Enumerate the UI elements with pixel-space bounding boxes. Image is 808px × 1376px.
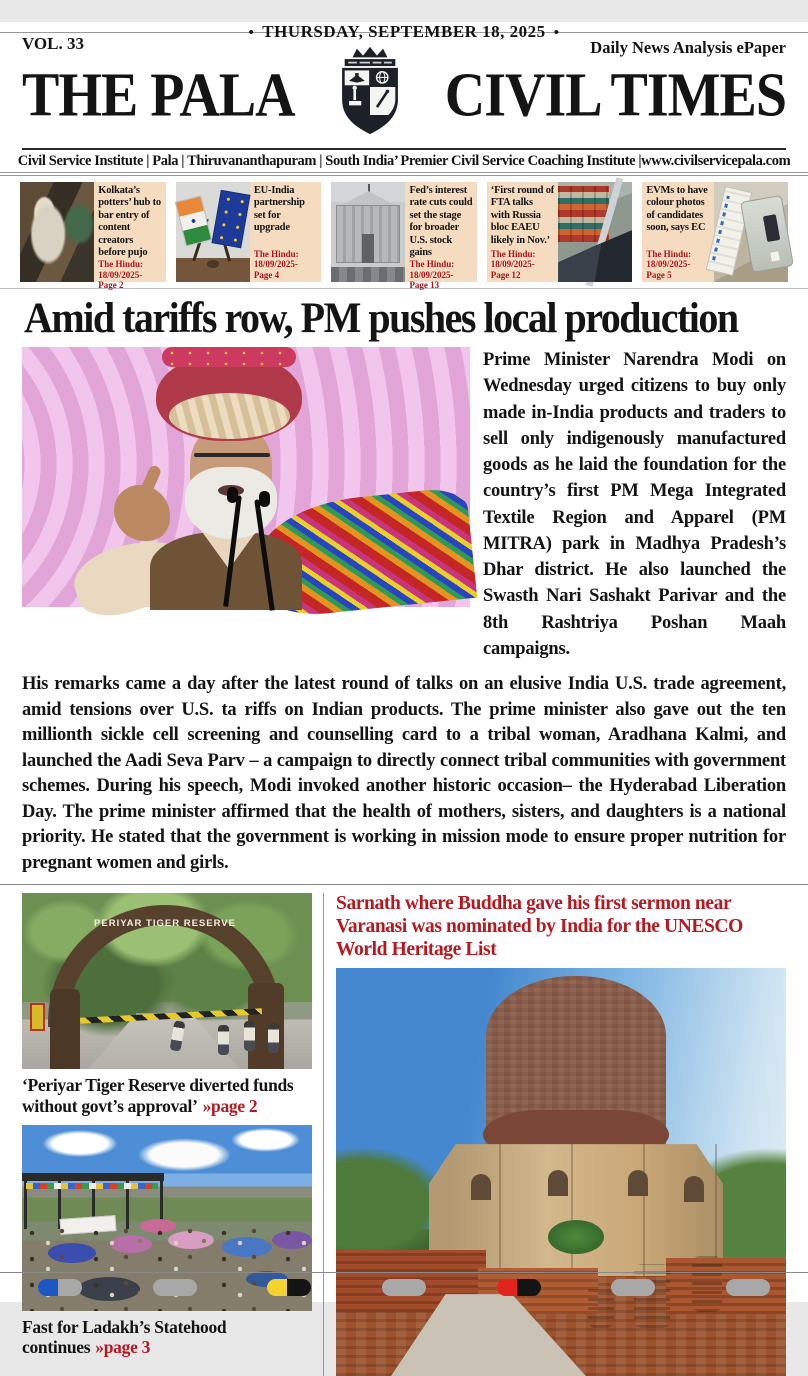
news-headline: Kolkata’s potters’ hub to bar entry of content creators before pujo xyxy=(98,185,161,258)
lead-headline: Amid tariffs row, PM pushes local production xyxy=(24,293,738,342)
modi-glasses-shape xyxy=(194,453,270,457)
news-card-fed[interactable] xyxy=(331,182,477,290)
lead-body-text: His remarks came a day after the latest round of talks on an elusive India U.S. trade agreement, amid tensions over U.S. ta riffs on Indian products. The prime minister also gave out the ten millionth sickle cell screening and counselling card to a tribal woman, Aradhana Kalmi, and launched the Aadi Seva Parv – a campaign to directly connect tribal communities with government schemes. During his speech, Modi invoked another historic occasion– the Hyderabad Liberation Day. The prime minister affirmed that the health of mothers, sisters, and daughters is a national priority. He stated that the government is working in mission mode to ensure proper nutrition for pregnant women and girls. xyxy=(22,674,786,873)
bottom-section xyxy=(22,893,786,1376)
top-news-strip xyxy=(20,182,788,290)
news-source xyxy=(98,259,161,290)
institute-tagline: Civil Service Institute | Pala | Thiruvananthapuram | South India’ Premier Civil Service Coaching Institute |www.civilservicepala.com xyxy=(17,153,791,169)
page-3-link[interactable]: »page 3 xyxy=(95,1337,151,1358)
lead-story xyxy=(22,347,786,662)
epaper-front-page xyxy=(0,22,808,1358)
news-source xyxy=(254,249,317,280)
page-dot[interactable] xyxy=(267,1279,311,1296)
news-card-fta[interactable] xyxy=(487,182,633,282)
kolkata-potters-photo xyxy=(20,182,94,282)
news-card-text xyxy=(250,182,321,282)
pm-modi-photo xyxy=(22,347,470,607)
person-shape xyxy=(268,1023,279,1053)
evm-machine-photo xyxy=(714,182,788,282)
eu-flag-shape xyxy=(212,190,251,248)
prayer-flags-shape xyxy=(26,1183,158,1189)
news-card-text xyxy=(94,182,165,290)
source-detail: 18/09/2025- Page 13 xyxy=(409,269,454,290)
stupa-niche-shape xyxy=(548,1170,568,1196)
periyar-gate-photo xyxy=(22,893,312,1069)
news-headline: EVMs to have colour photos of candidates soon, says EC xyxy=(646,185,708,234)
page-dot[interactable] xyxy=(497,1279,541,1296)
section-divider xyxy=(0,884,808,885)
news-source xyxy=(409,259,472,290)
flag-base-shape xyxy=(207,260,219,268)
news-source xyxy=(646,249,709,280)
person-shape xyxy=(218,1025,229,1055)
bottom-right-column xyxy=(324,893,786,1376)
microphone-head-shape xyxy=(227,487,238,503)
masthead-title-row xyxy=(0,50,808,142)
news-headline: Fed’s interest rate cuts could set the stage for broader U.S. stock gains xyxy=(409,185,473,258)
source-name: The Hindu: xyxy=(646,248,692,259)
stage-roof-shape xyxy=(22,1173,164,1181)
modi-turban-band-shape xyxy=(169,393,290,439)
edition-label: Daily News Analysis ePaper xyxy=(590,38,786,57)
institute-crest-logo xyxy=(326,46,414,147)
news-card-text xyxy=(487,182,558,282)
page-dot[interactable] xyxy=(153,1279,197,1296)
building-steps-shape xyxy=(331,267,405,282)
news-source xyxy=(491,249,554,280)
caption-text: ‘Periyar Tiger Reserve diverted funds without govt’s approval’ xyxy=(22,1075,294,1116)
india-flag-shape xyxy=(175,195,212,246)
source-name: The Hindu: xyxy=(409,259,455,270)
building-pediment-shape xyxy=(342,191,395,205)
source-detail: 18/09/2025- Page 4 xyxy=(253,259,298,280)
building-door-shape xyxy=(362,234,374,263)
page-dot[interactable] xyxy=(611,1279,655,1296)
periyar-arch-text: PERIYAR TIGER RESERVE xyxy=(94,918,236,930)
person-shape xyxy=(244,1021,255,1051)
building-flag-shape xyxy=(368,184,370,192)
sarnath-headline: Sarnath where Buddha gave his first sermon near Varanasi was nominated by India for the UNESCO World Heritage List xyxy=(336,893,743,960)
tagline-divider-2 xyxy=(0,175,808,176)
stupa-niche-shape xyxy=(471,1174,491,1200)
news-card-kolkata[interactable] xyxy=(20,182,166,290)
source-detail: 18/09/2025- Page 2 xyxy=(98,269,143,290)
bottom-left-column xyxy=(22,893,324,1376)
arch-pillar-shape xyxy=(50,989,80,1069)
source-detail: 18/09/2025- Page 5 xyxy=(646,259,691,280)
page-dot[interactable] xyxy=(38,1279,82,1296)
source-name: The Hindu: xyxy=(490,248,536,259)
dateline-text: THURSDAY, SEPTEMBER 18, 2025 xyxy=(262,22,546,41)
news-card-eu-india[interactable] xyxy=(176,182,322,282)
caption-text: Fast for Ladakh’s Statehood continues xyxy=(22,1316,227,1358)
source-detail: 18/09/2025- Page 12 xyxy=(490,259,535,280)
modi-turban-crown-shape xyxy=(162,347,296,367)
evm-screen-shape xyxy=(763,214,781,243)
crest-shield-icon xyxy=(326,46,414,142)
page-dot[interactable] xyxy=(382,1279,426,1296)
tagline-divider-1 xyxy=(0,172,808,173)
masthead-title-left: THE PALA xyxy=(22,60,295,131)
periyar-caption xyxy=(22,1075,311,1116)
news-headline: EU-India partnership set for upgrade xyxy=(253,185,305,234)
volume-label: VOL. 33 xyxy=(22,34,84,53)
masthead xyxy=(0,22,808,176)
evm-buttons-shape xyxy=(712,196,730,261)
ladakh-caption xyxy=(22,1317,311,1358)
container-ship-photo xyxy=(558,182,632,282)
page-dot[interactable] xyxy=(726,1279,770,1296)
dateline-bullet-right: • xyxy=(553,25,560,41)
masthead-title-right: CIVIL TIMES xyxy=(444,60,786,131)
lead-intro-text: Prime Minister Narendra Modi on Wednesday urged citizens to buy only made in-India products and traders to sell only indigenously manufactured goods as he laid the foundation for the country’s first PM Mega Integrated Textile Region and Apparel (PM MITRA) park in Madhya Pradesh’s Dhar district. He also launched the Swasth Nari Sashakt Parivar and the 8th Rashtriya Poshan Maah campaigns. xyxy=(483,350,786,659)
evm-control-unit-shape xyxy=(740,195,793,273)
stupa-niche-shape xyxy=(628,1170,648,1196)
microphone-head-shape xyxy=(259,491,270,507)
dhamek-stupa-photo xyxy=(336,968,786,1376)
federal-reserve-photo xyxy=(331,182,405,282)
shrub-shape xyxy=(548,1220,604,1254)
source-name: The Hindu: xyxy=(98,259,144,270)
evm-label-shape xyxy=(769,250,781,263)
dateline-bullet-left: • xyxy=(248,25,255,41)
footer xyxy=(0,1272,808,1302)
india-eu-flags-photo xyxy=(176,182,250,282)
news-card-text xyxy=(405,182,476,290)
stupa-niche-shape xyxy=(684,1176,704,1202)
news-headline: ‘First round of FTA talks with Russia bloc EAEU likely in Nov.’ xyxy=(490,185,555,246)
page-2-link[interactable]: »page 2 xyxy=(202,1095,258,1116)
source-name: The Hindu: xyxy=(253,248,299,259)
signboard-shape xyxy=(30,1003,45,1031)
news-card-evm[interactable] xyxy=(642,182,788,282)
page-dots xyxy=(0,1273,808,1296)
news-card-text xyxy=(642,182,713,282)
